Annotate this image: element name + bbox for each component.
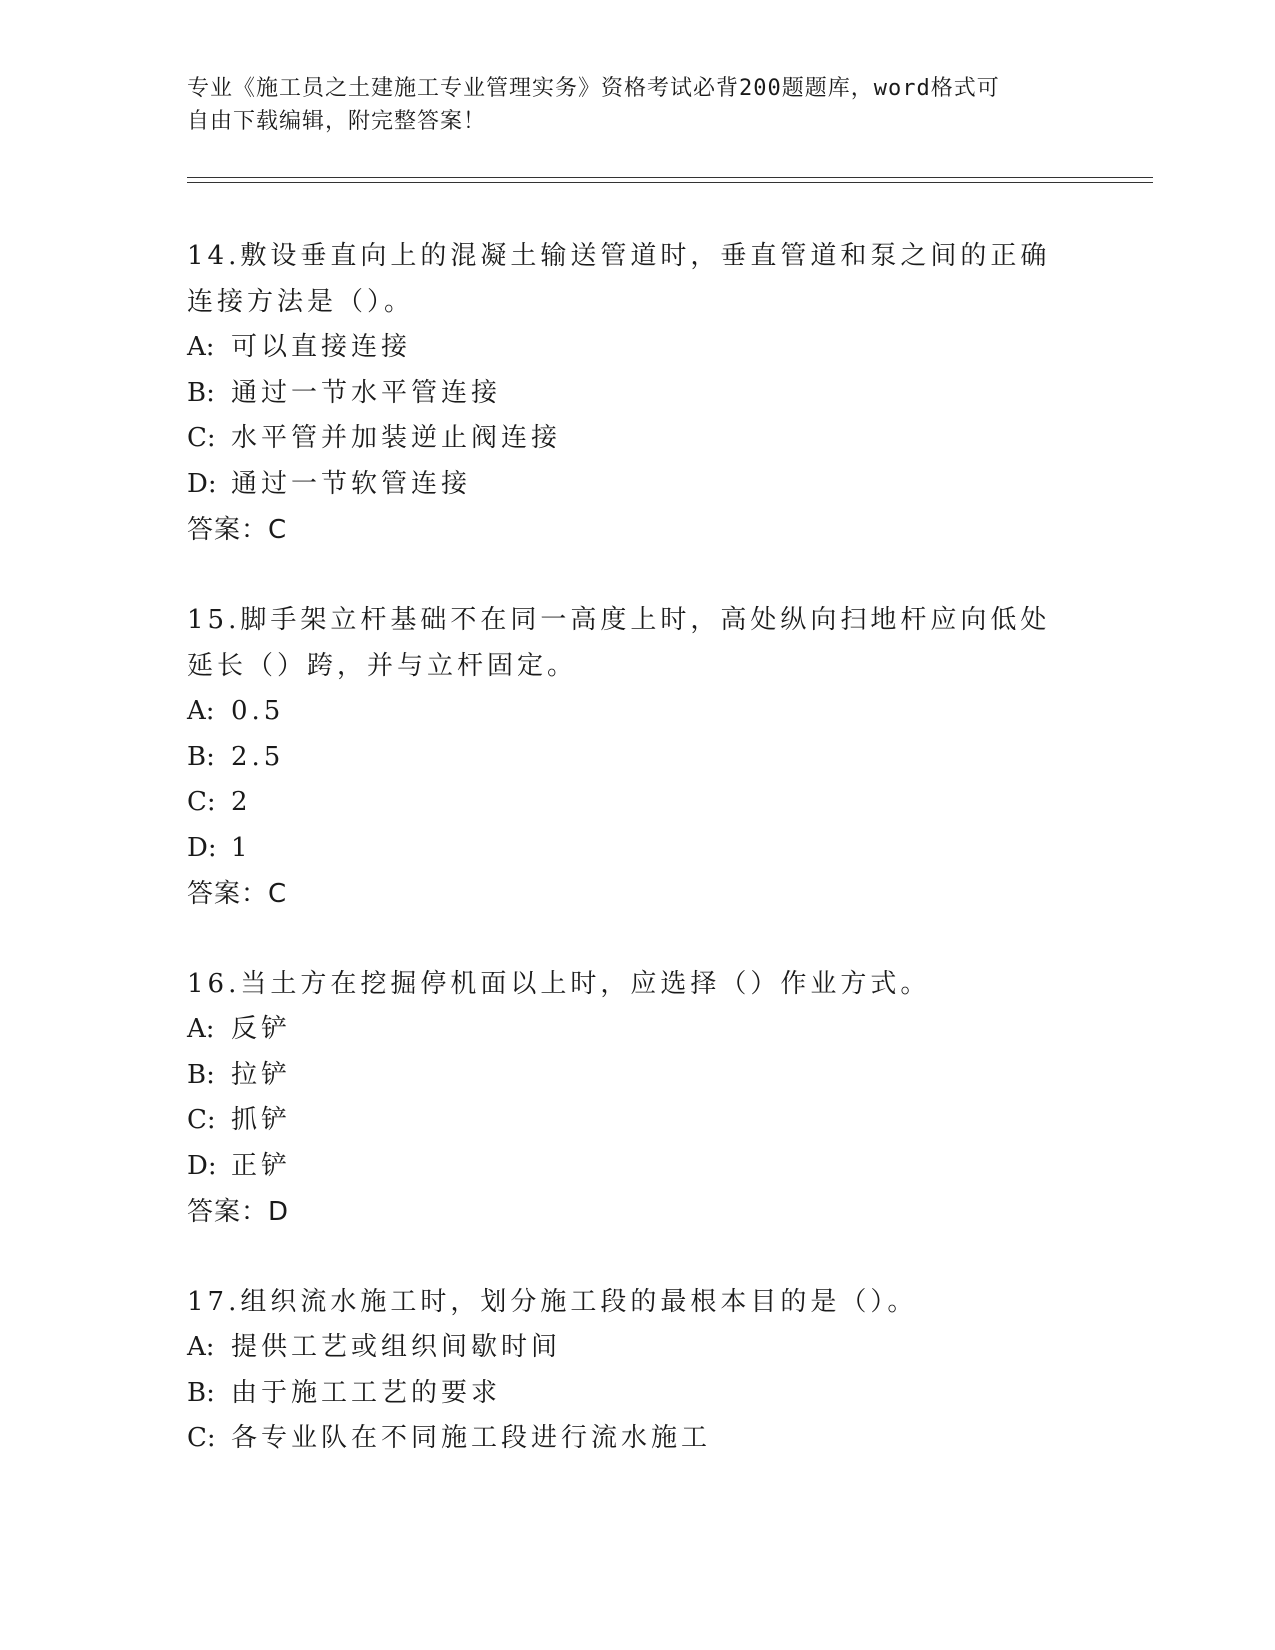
option-label: D: <box>187 832 217 863</box>
header-line-1: 专业《施工员之土建施工专业管理实务》资格考试必背200题题库，word格式可 <box>187 76 1000 101</box>
option-b <box>187 1053 1087 1099</box>
question-15 <box>187 597 1087 917</box>
option-a <box>187 689 1087 735</box>
option-label: A: <box>187 1332 215 1362</box>
option-text: 2 <box>231 787 252 817</box>
option-text: 通过一节软管连接 <box>231 468 472 499</box>
option-text: 可以直接连接 <box>231 332 412 362</box>
option-c <box>187 416 1087 462</box>
option-text: 提供工艺或组织间歇时间 <box>231 1332 562 1362</box>
header-line-2: 自由下载编辑，附完整答案！ <box>187 109 487 134</box>
option-label: A: <box>187 332 215 362</box>
option-text: 通过一节水平管连接 <box>231 377 502 408</box>
option-text: 水平管并加装逆止阀连接 <box>231 423 562 453</box>
option-label: B: <box>187 377 215 408</box>
option-d <box>187 1144 1087 1190</box>
option-text: 0.5 <box>231 696 285 726</box>
option-label: C: <box>187 787 216 817</box>
option-a <box>187 325 1087 371</box>
header-divider-top <box>187 177 1153 178</box>
option-text: 正铲 <box>231 1150 292 1181</box>
question-text: 16.当土方在挖掘停机面以上时，应选择（）作业方式。 <box>187 969 931 999</box>
option-a <box>187 1007 1087 1053</box>
option-label: C: <box>187 1423 216 1453</box>
answer: 答案：C <box>187 515 288 545</box>
option-label: B: <box>187 1377 215 1408</box>
option-label: D: <box>187 468 217 499</box>
option-label: C: <box>187 1105 216 1135</box>
header-divider-bottom <box>187 182 1153 183</box>
option-label: B: <box>187 1059 215 1090</box>
option-label: D: <box>187 1150 217 1181</box>
option-b <box>187 735 1087 781</box>
option-text: 2.5 <box>231 741 285 772</box>
option-c <box>187 1416 1087 1462</box>
option-label: C: <box>187 423 216 453</box>
option-label: A: <box>187 1014 215 1044</box>
document-header <box>187 72 1067 138</box>
option-c <box>187 1098 1087 1144</box>
question-text: 17.组织流水施工时，划分施工段的最根本目的是（）。 <box>187 1287 918 1317</box>
option-text: 拉铲 <box>231 1059 292 1090</box>
question-14 <box>187 233 1087 553</box>
option-label: B: <box>187 741 215 772</box>
answer: 答案：C <box>187 879 288 909</box>
question-text: 14.敷设垂直向上的混凝土输送管道时，垂直管道和泵之间的正确连接方法是（）。 <box>187 241 1051 317</box>
option-d <box>187 462 1087 508</box>
option-b <box>187 1371 1087 1417</box>
option-text: 各专业队在不同施工段进行流水施工 <box>231 1423 712 1453</box>
answer: 答案：D <box>187 1197 290 1227</box>
question-16 <box>187 961 1087 1235</box>
question-text: 15.脚手架立杆基础不在同一高度上时，高处纵向扫地杆应向低处延长（）跨，并与立杆固定。 <box>187 605 1051 681</box>
option-a <box>187 1325 1087 1371</box>
option-text: 1 <box>231 832 252 863</box>
option-text: 反铲 <box>231 1014 292 1044</box>
option-label: A: <box>187 696 215 726</box>
option-b <box>187 371 1087 417</box>
question-17 <box>187 1279 1087 1462</box>
option-d <box>187 826 1087 872</box>
option-text: 由于施工工艺的要求 <box>231 1377 502 1408</box>
question-list <box>187 233 1087 1506</box>
option-text: 抓铲 <box>231 1105 292 1135</box>
option-c <box>187 780 1087 826</box>
